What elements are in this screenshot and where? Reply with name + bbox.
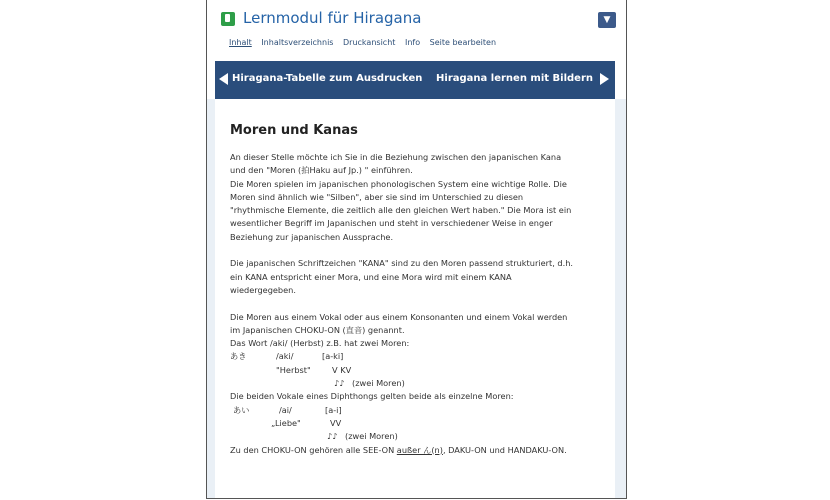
notes-icon: ♪♪ (334, 378, 345, 389)
spacer (230, 244, 605, 257)
tab-seite-bearbeiten[interactable]: Seite bearbeiten (429, 38, 497, 47)
arrow-right-icon[interactable] (600, 73, 609, 85)
previous-page-link[interactable]: Hiragana-Tabelle zum Ausdrucken (232, 73, 423, 84)
text-line: Die Moren aus einem Vokal oder aus einem Konsonanten und einem Vokal werden (230, 311, 568, 322)
text-line: Das Wort /aki/ (Herbst) z.B. hat zwei Moren: (230, 338, 410, 349)
text-line: wiedergegeben. (230, 284, 296, 295)
menu-button[interactable] (598, 12, 616, 28)
example-pattern: V KV (332, 364, 352, 375)
text-line: Die Moren spielen im japanischen phonologischen System eine wichtige Rolle. Die (230, 178, 567, 189)
spacer (230, 297, 605, 310)
tab-druckansicht[interactable]: Druckansicht (343, 38, 396, 47)
inline-link[interactable]: außer ん(n) (396, 444, 443, 455)
example-split: [a-ki] (322, 351, 344, 362)
example-count: (zwei Moren) (345, 431, 398, 442)
example-row (230, 350, 605, 363)
tab-info[interactable]: Info (404, 38, 421, 47)
article-card (215, 99, 615, 499)
example-row (230, 417, 605, 430)
content-area (207, 99, 626, 499)
example-roman: /ai/ (279, 404, 292, 415)
text-line: "rhythmische Elemente, die zeitlich alle den gleichen Wert haben." Die Mora ist ein (230, 205, 572, 216)
page-tabs (229, 38, 503, 47)
page-navigation-bar (215, 61, 615, 99)
example-roman: /aki/ (276, 351, 294, 362)
article-body (230, 151, 605, 457)
next-page-link[interactable]: Hiragana lernen mit Bildern (436, 73, 593, 84)
text-line: und den "Moren (拍Haku auf Jp.) " einführen. (230, 165, 413, 176)
example-row (230, 364, 605, 377)
example-row (230, 377, 605, 390)
example-row (230, 430, 605, 443)
example-kana: あき (230, 351, 247, 362)
header (207, 0, 626, 58)
example-meaning: "Herbst" (276, 364, 311, 375)
arrow-left-icon[interactable] (219, 73, 228, 85)
text-line: Die japanischen Schriftzeichen "KANA" sind zu den Moren passend strukturiert, d.h. (230, 258, 573, 269)
example-pattern: VV (330, 417, 342, 428)
example-kana: あい (233, 404, 250, 415)
text-line: wesentlicher Begriff im Japanischen und steht in verschiedener Weise in enger (230, 218, 553, 229)
page-frame (206, 0, 627, 499)
page-title[interactable]: Lernmodul für Hiragana (243, 9, 422, 27)
chevron-down-icon: ▼ (603, 15, 611, 25)
tab-inhaltsverzeichnis[interactable]: Inhaltsverzeichnis (261, 38, 334, 47)
book-icon (221, 12, 235, 26)
text-line: Beziehung zur japanischen Aussprache. (230, 231, 394, 242)
text-line: im Japanischen CHOKU-ON (直音) genannt. (230, 324, 405, 335)
tab-inhalt[interactable]: Inhalt (229, 38, 252, 47)
notes-icon: ♪♪ (327, 431, 338, 442)
example-split: [a-i] (325, 404, 342, 415)
example-meaning: „Liebe" (271, 417, 301, 428)
text-line: An dieser Stelle möchte ich Sie in die Beziehung zwischen den japanischen Kana (230, 152, 562, 162)
text-line: Zu den CHOKU-ON gehören alle SEE-ON außer ん(n), DAKU-ON und HANDAKU-ON. (230, 444, 567, 455)
example-row (230, 404, 605, 417)
text-line: Moren sind ähnlich wie "Silben", aber sie sind im Unterschied zu diesen (230, 191, 524, 202)
text-line: ein KANA entspricht einer Mora, und eine Mora wird mit einem KANA (230, 271, 512, 282)
article-heading: Moren und Kanas (230, 123, 358, 138)
text-line: Die beiden Vokale eines Diphthongs gelten beide als einzelne Moren: (230, 391, 514, 402)
example-count: (zwei Moren) (352, 378, 405, 389)
